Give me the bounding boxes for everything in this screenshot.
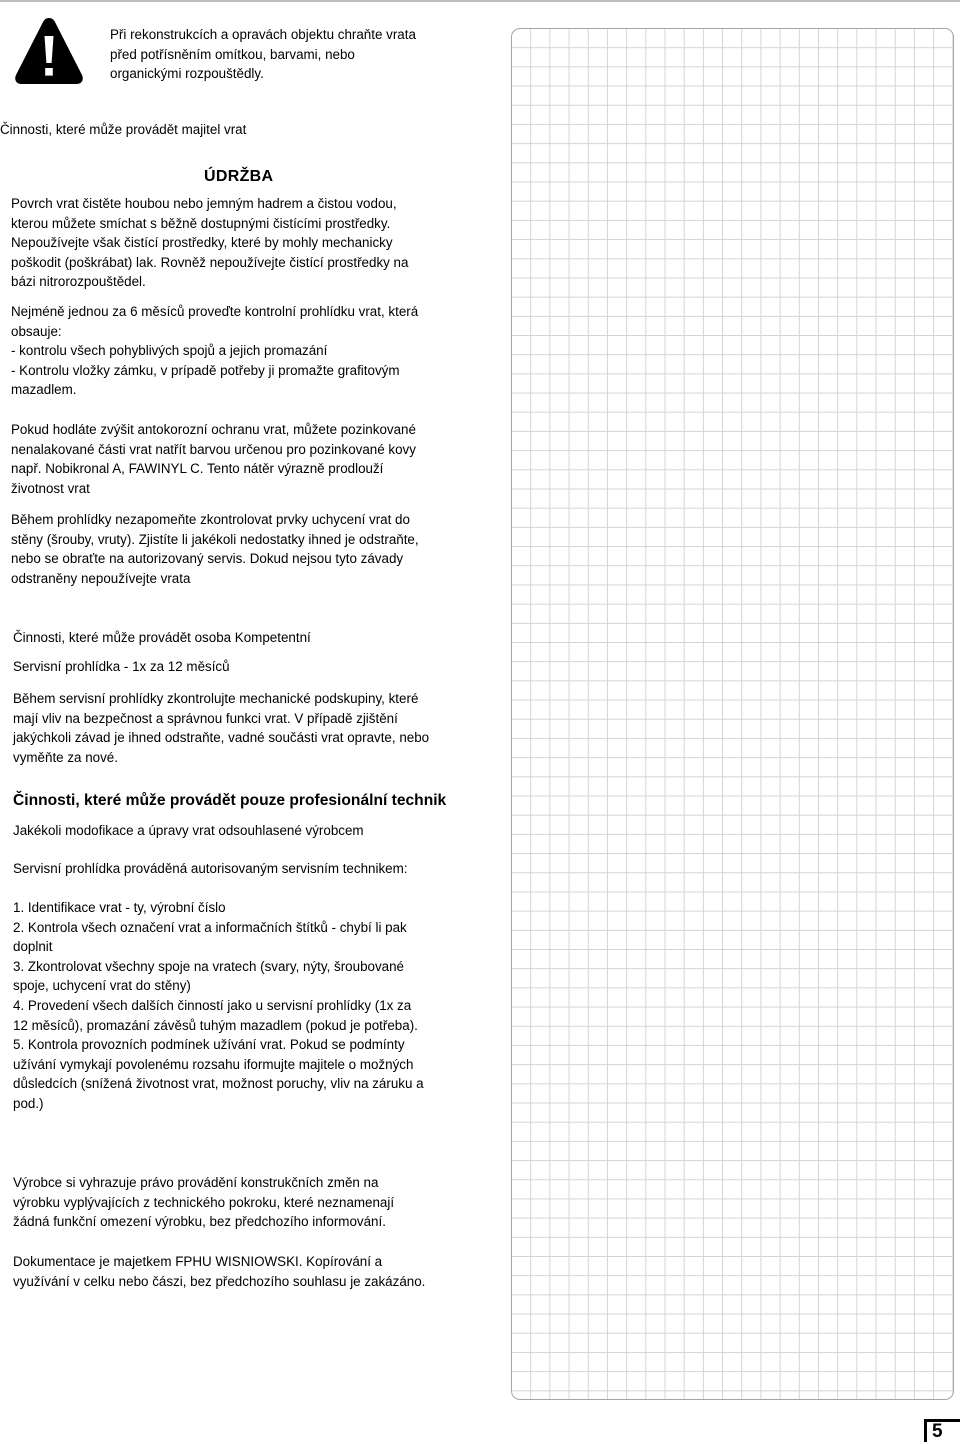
warning-triangle-icon bbox=[13, 15, 85, 87]
maintenance-title: ÚDRŽBA bbox=[204, 168, 274, 185]
page-number: 5 bbox=[932, 1421, 943, 1442]
service-paragraph: Během servisní prohlídky zkontrolujte mechanické podskupiny, které mají vliv na bezpečnost a správnou funkci vrat. V případě zjištění jakýchkoli závad je ihned odstraňte, vadné součásti vrat opravte, nebo vyměňte za nové. bbox=[13, 691, 430, 765]
top-rule bbox=[0, 0, 960, 2]
warning-text: Při rekonstrukcích a opravách objektu chraňte vrata před potřísněním omítkou, barvami, nebo organickými rozpouštědly. bbox=[110, 27, 416, 82]
copyright-paragraph: Dokumentace je majetkem FPHU WISNIOWSKI. Kopírování a využívání v celku nebo čászi, bez předchozího souhlasu je zakázáno. bbox=[13, 1254, 426, 1289]
competent-section-heading: Činnosti, které může provádět osoba Kompetentní bbox=[13, 630, 311, 645]
professional-section-heading: Činnosti, které může provádět pouze profesionální technik bbox=[13, 792, 447, 809]
owner-section-heading: Činnosti, které může provádět majitel vrat bbox=[0, 122, 247, 137]
modifications-paragraph: Jakékoli modofikace a úpravy vrat odsouhlasené výrobcem bbox=[13, 823, 364, 838]
fixing-check-paragraph: Během prohlídky nezapomeňte zkontrolovat prvky uchycení vrat do stěny (šrouby, vruty). Zjistíte li jakékoli nedostatky ihned je odstraňte, nebo se obraťte na autorizovaný servis. Dokud nejsou tyto závady odstraněny nepoužívejte vrata bbox=[11, 512, 419, 586]
technician-service-paragraph: Servisní prohlídka prováděná autorisovaným servisním technikem: bbox=[13, 861, 408, 876]
service-interval: Servisní prohlídka - 1x za 12 měsíců bbox=[13, 659, 230, 674]
inspection-paragraph: Nejméně jednou za 6 měsíců proveďte kontrolní prohlídku vrat, která obsauje: - kontrolu všech pohyblivých spojů a jejich promazání - Kontrolu vložky zámku, v prípadě potřeby ji promažte grafitovým mazadlem. bbox=[11, 304, 419, 398]
cleaning-paragraph: Povrch vrat čistěte houbou nebo jemným hadrem a čistou vodou, kterou můžete smíchat s běžně dostupnými čistícími prostředky. Nepoužívejte však čistící prostředky, které by mohly mechanicky poškodit (poškrábat) lak. Rovněž nepoužívejte čistící prostředky na bázi nitrorozpouštědel. bbox=[11, 196, 409, 290]
service-checklist: 1. Identifikace vrat - ty, výrobní číslo 2. Kontrola všech označení vrat a informačních štítků - chybí li pak doplnit 3. Zkontrolovat všechny spoje na vratech (svary, nýty, šroubované spoje, uchycení vrat do stěny) 4. Provedení všech dalších činností jako u servisní prohlídky (1x za 12 měsíců), promazání závěsů tuhým mazadlem (pokud je potřeba). 5. Kontrola provozních podmínek užívání vrat. Pokud se podmínty užívání vymykají povolenému rozsahu iformujte majitele o možných důsledcích (snížená životnost vrat, možnost poruchy, vliv na záruku a pod.) bbox=[13, 900, 424, 1111]
notes-grid bbox=[511, 28, 954, 1400]
manufacturer-rights-paragraph: Výrobce si vyhrazuje právo provádění konstrukčních změn na výrobku vyplývajících z technického pokroku, které neznamenají žádná funkční omezení výrobku, bez předchozího informování. bbox=[13, 1175, 395, 1230]
corrosion-paragraph: Pokud hodláte zvýšit antokorozní ochranu vrat, můžete pozinkované nenalakované části vrat natřít barvou určenou pro pozinkované kovy např. Nobikronal A, FAWINYL C. Tento nátěr výrazně prodlouží životnost vrat bbox=[11, 422, 416, 496]
